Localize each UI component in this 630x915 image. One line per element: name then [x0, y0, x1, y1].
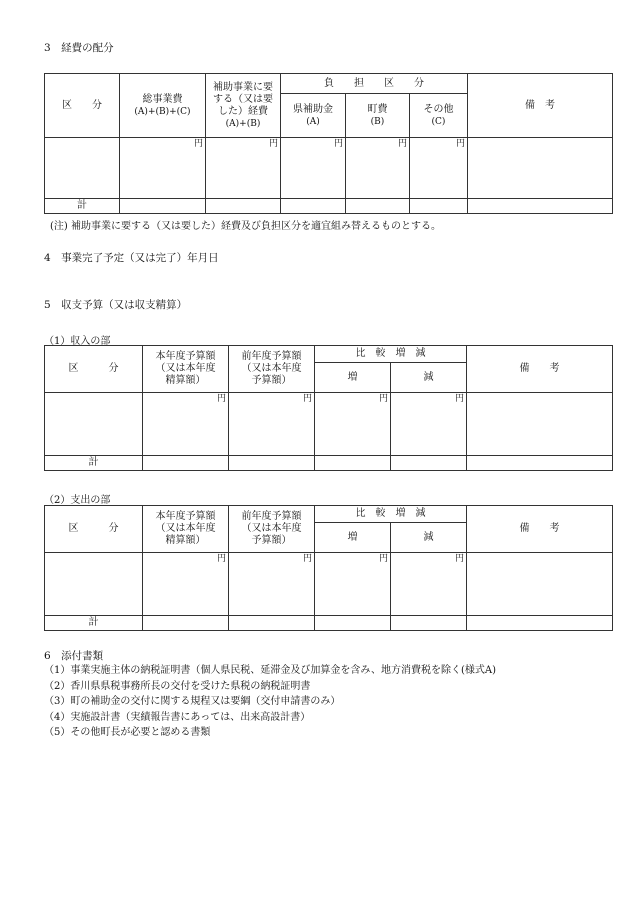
attachment-item: （2）香川県県税事務所長の交付を受けた県税の納税証明書 [44, 680, 311, 692]
income-this-line3: 精算額） [165, 375, 206, 386]
expense-total-cell [143, 616, 229, 631]
total-label: 計 [45, 198, 120, 213]
body-kubun-cell [45, 138, 120, 198]
header-other-line2: (C) [431, 116, 446, 127]
income-total-cell [229, 456, 315, 471]
expense-allocation-table [44, 73, 613, 214]
income-total-label: 計 [45, 456, 143, 471]
income-prev-line1: 前年度予算額 [241, 351, 302, 362]
expense-prev-line2: （又は本年度 [241, 523, 302, 534]
section-3-heading: 3 経費の配分 [44, 42, 114, 54]
total-cell [468, 198, 613, 213]
expense-prev-line1: 前年度予算額 [241, 511, 302, 522]
unit-yen: 円 [391, 393, 467, 456]
header-subsidy-line2: する（又は要 [213, 93, 273, 105]
section-4-heading: 4 事業完了予定（又は完了）年月日 [44, 252, 219, 264]
unit-yen: 円 [410, 138, 468, 198]
unit-yen: 円 [229, 553, 315, 616]
header-other-line1: その他 [423, 103, 454, 115]
unit-yen: 円 [391, 553, 467, 616]
header-subsidy-line4: (A)+(B) [225, 118, 261, 129]
income-header-prev-year [229, 346, 315, 393]
income-header-this-year [143, 346, 229, 393]
section-3-note: (注) 補助事業に要する（又は要した）経費及び負担区分を適宜組み替えるものとする。 [50, 221, 441, 232]
header-other [410, 94, 468, 138]
total-cell [410, 198, 468, 213]
unit-yen: 円 [229, 393, 315, 456]
income-this-line1: 本年度予算額 [155, 351, 216, 362]
expense-header-decrease: 減 [391, 523, 467, 553]
section-6-heading: 6 添付書類 [44, 650, 104, 662]
expense-this-line3: 精算額） [165, 535, 206, 546]
total-cell [281, 198, 346, 213]
income-body-kubun [45, 393, 143, 456]
header-total-cost-line1: 総事業費 [142, 93, 183, 105]
header-town-cost [346, 94, 410, 138]
attachment-item: （1）事業実施主体の納税証明書（個人県民税、延滞金及び加算金を含み、地方消費税を除く(様式A) [44, 665, 496, 676]
income-header-kubun: 区 分 [45, 346, 143, 393]
income-prev-line2: （又は本年度 [241, 363, 302, 374]
header-town-line1: 町費 [367, 103, 388, 115]
expense-table [44, 505, 613, 631]
income-total-cell [467, 456, 613, 471]
income-this-line2: （又は本年度 [155, 363, 216, 374]
income-header-remarks: 備 考 [467, 346, 613, 393]
attachment-item: （5）その他町長が必要と認める書類 [44, 727, 211, 738]
header-prefecture-line2: (A) [306, 116, 320, 127]
expense-total-cell [391, 616, 467, 631]
income-total-cell [143, 456, 229, 471]
attachment-list [44, 663, 496, 741]
expense-header-increase: 増 [315, 523, 391, 553]
unit-yen: 円 [315, 553, 391, 616]
unit-yen: 円 [346, 138, 410, 198]
income-prev-line3: 予算額） [251, 375, 292, 386]
expense-title: （2）支出の部 [44, 495, 111, 506]
header-prefecture-line1: 県補助金 [293, 103, 333, 115]
header-town-line2: (B) [370, 116, 385, 127]
total-cell [206, 198, 281, 213]
header-subsidy-line1: 補助事業に要 [213, 81, 273, 93]
income-total-cell [315, 456, 391, 471]
header-subsidy-cost [206, 74, 281, 138]
income-header-increase: 増 [315, 363, 391, 393]
expense-total-label: 計 [45, 616, 143, 631]
expense-this-line2: （又は本年度 [155, 523, 216, 534]
expense-total-cell [467, 616, 613, 631]
income-title: （1）収入の部 [44, 336, 111, 347]
header-kubun: 区 分 [45, 74, 120, 138]
header-remarks: 備 考 [468, 74, 613, 138]
income-header-decrease: 減 [391, 363, 467, 393]
attachment-item: （4）実施設計書（実績報告書にあっては、出来高設計書） [44, 711, 311, 723]
header-subsidy-line3: した）経費 [218, 105, 268, 117]
expense-body-remarks [467, 553, 613, 616]
expense-total-cell [229, 616, 315, 631]
income-total-cell [391, 456, 467, 471]
expense-header-prev-year [229, 506, 315, 553]
body-remarks-cell [468, 138, 613, 198]
header-total-cost [120, 74, 206, 138]
expense-header-remarks: 備 考 [467, 506, 613, 553]
unit-yen: 円 [143, 393, 229, 456]
unit-yen: 円 [120, 138, 206, 198]
expense-body-kubun [45, 553, 143, 616]
unit-yen: 円 [206, 138, 281, 198]
income-table [44, 345, 613, 471]
total-cell [346, 198, 410, 213]
expense-header-kubun: 区 分 [45, 506, 143, 553]
expense-header-compare: 比 較 増 減 [315, 506, 467, 523]
header-total-cost-line2: (A)+(B)+(C) [134, 106, 191, 117]
unit-yen: 円 [143, 553, 229, 616]
attachment-item: （3）町の補助金の交付に関する規程又は要綱（交付申請書のみ） [44, 696, 341, 707]
total-cell [120, 198, 206, 213]
unit-yen: 円 [281, 138, 346, 198]
expense-total-cell [315, 616, 391, 631]
income-body-remarks [467, 393, 613, 456]
section-5-heading: 5 収支予算（又は収支精算） [44, 299, 188, 311]
expense-header-this-year [143, 506, 229, 553]
unit-yen: 円 [315, 393, 391, 456]
income-header-compare: 比 較 増 減 [315, 346, 467, 363]
header-prefecture-subsidy [281, 94, 346, 138]
header-burden-category: 負 担 区 分 [281, 74, 468, 94]
expense-this-line1: 本年度予算額 [155, 511, 216, 522]
expense-prev-line3: 予算額） [251, 535, 292, 546]
